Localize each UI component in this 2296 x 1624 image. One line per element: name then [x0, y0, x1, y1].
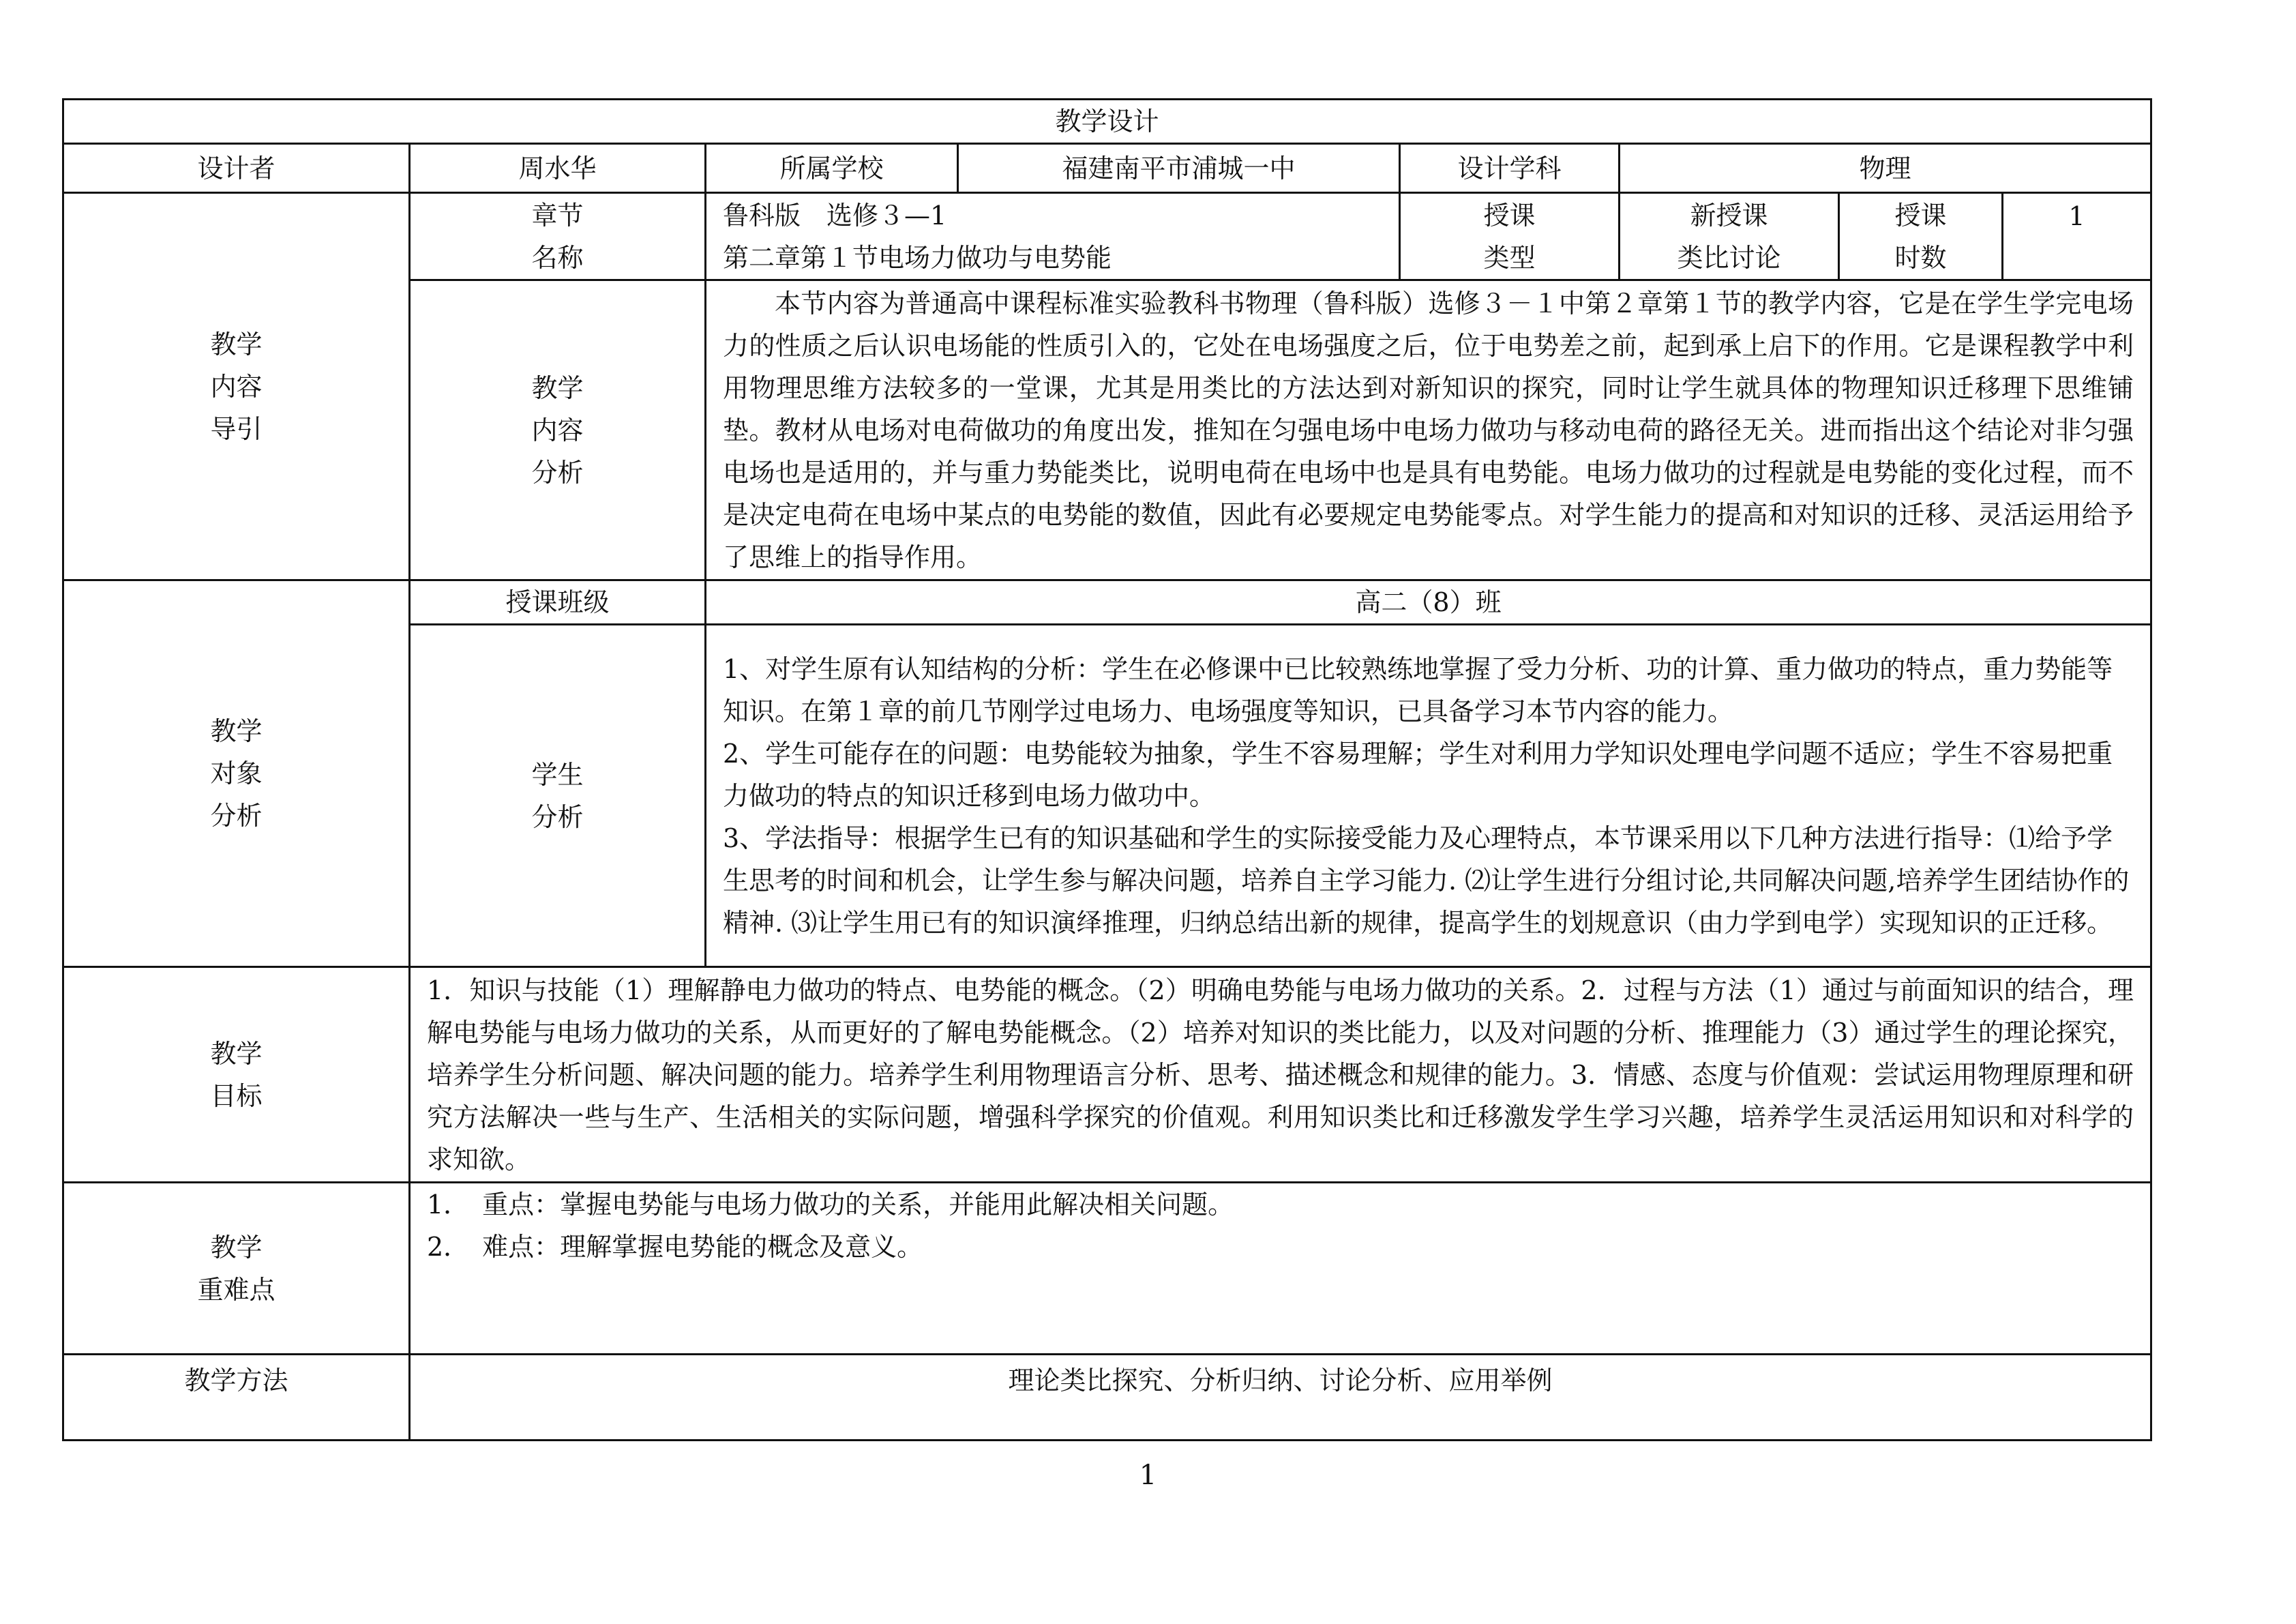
chapter-label: 章节 名称	[410, 193, 706, 280]
lesson-type-label: 授课 类型	[1400, 193, 1620, 280]
student-analysis-item: 2、学生可能存在的问题：电势能较为抽象，学生不容易理解；学生对利用力学知识处理电学问题不适应；学生不容易把重力做功的特点的知识迁移到电场力做功中。	[723, 738, 2113, 811]
lesson-type-value: 新授课 类比讨论	[1620, 193, 1839, 280]
class-value: 高二（8）班	[706, 580, 2151, 625]
table-title: 教学设计	[63, 100, 2151, 144]
content-analysis-text: 本节内容为普通高中课程标准实验教科书物理（鲁科版）选修３－１中第２章第１节的教学内容，它是在学生学完电场力的性质之后认识电场能的性质引入的，它处在电场强度之后，位于电势差之前，起到承上启下的作用。它是课程教学中利用物理思维方法较多的一堂课，尤其是用类比的方法达到对新知识的探究，同时让学生就具体的物理知识迁移理下思维铺垫。教材从电场对电荷做功的角度出发，推知在匀强电场中电场力做功与移动电荷的路径无关。进而指出这个结论对非匀强电场也是适用的，并与重力势能类比，说明电荷在电场中也是具有电势能。电场力做功的过程就是电势能的变化过程，而不是决定电荷在电场中某点的电势能的数值，因此有必要规定电势能零点。对学生能力的提高和对知识的迁移、灵活运用给予了思维上的指导作用。	[706, 280, 2151, 580]
key-points-text	[410, 1183, 2151, 1355]
key-point-item: 1． 重点：掌握电势能与电场力做功的关系，并能用此解决相关问题。	[427, 1190, 1234, 1220]
teaching-design-table	[62, 98, 2152, 1441]
student-analysis-item: 1、对学生原有认知结构的分析：学生在必修课中已比较熟练地掌握了受力分析、功的计算、重力做功的特点，重力势能等知识。在第１章的前几节刚学过电场力、电场强度等知识，已具备学习本节内容的能力。	[723, 653, 2113, 726]
content-analysis-label: 教学 内容 分析	[410, 280, 706, 580]
intro-label: 教学 内容 导引	[63, 193, 410, 580]
chapter-value: 鲁科版 选修３—1 第二章第１节电场力做功与电势能	[706, 193, 1400, 280]
class-hours-value: 1	[2003, 193, 2151, 280]
key-points-label: 教学 重难点	[63, 1183, 410, 1355]
goals-label: 教学 目标	[63, 967, 410, 1183]
school-label: 所属学校	[706, 144, 958, 193]
goals-text: 1．知识与技能（1）理解静电力做功的特点、电势能的概念。（2）明确电势能与电场力做功的关系。2．过程与方法（1）通过与前面知识的结合，理解电势能与电场力做功的关系，从而更好的了解电势能概念。（2）培养对知识的类比能力，以及对问题的分析、推理能力（3）通过学生的理论探究，培养学生分析问题、解决问题的能力。培养学生利用物理语言分析、思考、描述概念和规律的能力。3．情感、态度与价值观：尝试运用物理原理和研究方法解决一些与生产、生活相关的实际问题，增强科学探究的价值观。利用知识类比和迁移激发学生学习兴趣，培养学生灵活运用知识和对科学的求知欲。	[410, 967, 2151, 1183]
student-analysis-label: 学生 分析	[410, 625, 706, 967]
student-analysis-item: 3、学法指导：根据学生已有的知识基础和学生的实际接受能力及心理特点，本节课采用以下几种方法进行指导：⑴给予学生思考的时间和机会，让学生参与解决问题，培养自主学习能力. ⑵让学生进行分组讨论,共同解决问题,培养学生团结协作的精神. ⑶让学生用已有的知识演绎推理，归纳总结出新的规律，提高学生的划规意识（由力学到电学）实现知识的正迁移。	[723, 823, 2130, 938]
student-analysis-text	[706, 625, 2151, 967]
subject-label: 设计学科	[1400, 144, 1620, 193]
subject-value: 物理	[1620, 144, 2151, 193]
page-number: 1	[1139, 1460, 1157, 1491]
class-hours-label: 授课 时数	[1839, 193, 2003, 280]
school-value: 福建南平市浦城一中	[958, 144, 1400, 193]
designer-label: 设计者	[63, 144, 410, 193]
designer-value: 周水华	[410, 144, 706, 193]
target-label: 教学 对象 分析	[63, 580, 410, 967]
method-label: 教学方法	[63, 1355, 410, 1441]
method-text: 理论类比探究、分析归纳、讨论分析、应用举例	[410, 1355, 2151, 1441]
class-label: 授课班级	[410, 580, 706, 625]
key-point-item: 2． 难点：理解掌握电势能的概念及意义。	[427, 1232, 923, 1262]
